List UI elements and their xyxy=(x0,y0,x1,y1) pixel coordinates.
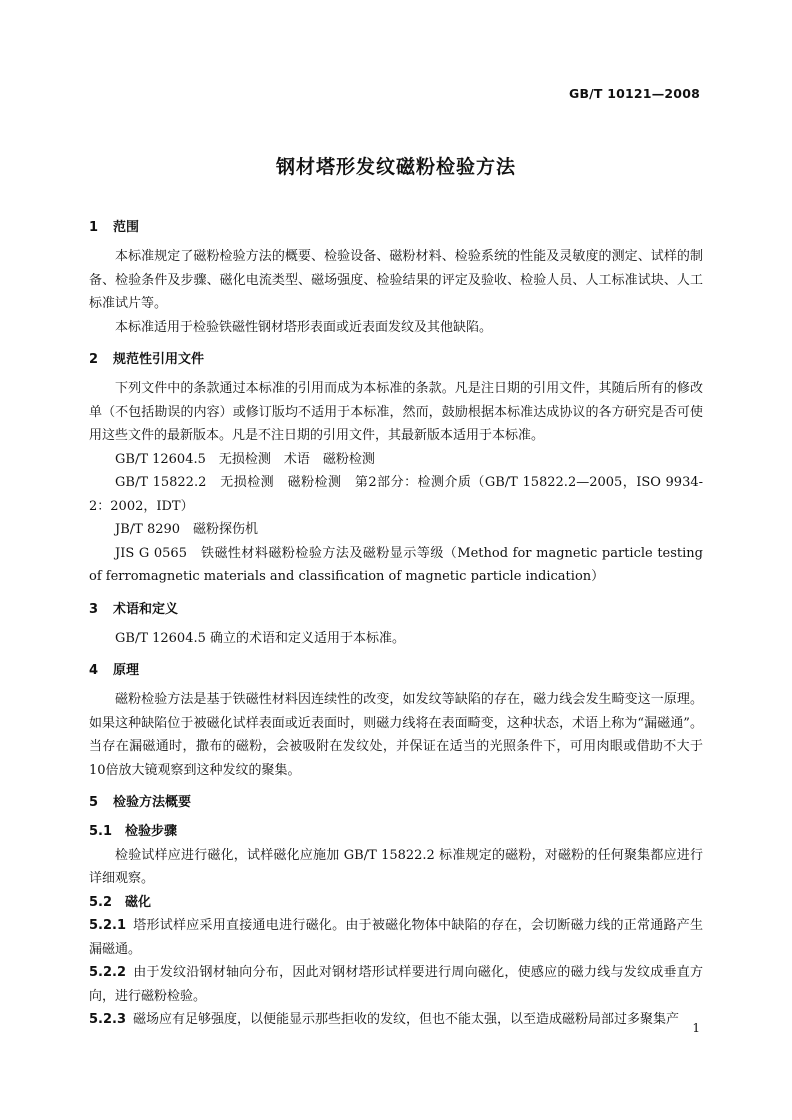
paragraph: 本标准规定了磁粉检验方法的概要、检验设备、磁粉材料、检验系统的性能及灵敏度的测定、试样的制备、检验条件及步骤、磁化电流类型、磁场强度、检验结果的评定及验收、检验人员、人工标准试块、人工标准试片等。 xyxy=(89,249,703,311)
section-heading: 2 规范性引用文件 xyxy=(89,352,205,367)
section-method-overview xyxy=(89,791,703,1032)
section-principle xyxy=(89,659,703,782)
reference-item: JB/T 8290 磁粉探伤机 xyxy=(115,522,259,537)
numbered-paragraph: 5.2.2 由于发纹沿钢材轴向分布，因此对钢材塔形试样要进行周向磁化，使感应的磁力线与发纹成垂直方向，进行磁粉检验。 xyxy=(89,965,703,1004)
reference-item: GB/T 15822.2 无损检测 磁粉检测 第2部分：检测介质（GB/T 15822.2—2005，ISO 9934-2：2002，IDT） xyxy=(89,475,703,514)
reference-item: GB/T 12604.5 无损检测 术语 磁粉检测 xyxy=(115,451,375,467)
paragraph: 本标准适用于检验铁磁性钢材塔形表面或近表面发纹及其他缺陷。 xyxy=(115,319,493,335)
paragraph: 下列文件中的条款通过本标准的引用而成为本标准的条款。凡是注日期的引用文件，其随后所有的修改单（不包括勘误的内容）或修订版均不适用于本标准，然而，鼓励根据本标准达成协议的各方研究是否可使用这些文件的最新版本。凡是不注日期的引用文件，其最新版本适用于本标准。 xyxy=(89,381,703,443)
section-heading: 4 原理 xyxy=(89,663,140,678)
page-number: 1 xyxy=(692,1021,700,1035)
document-title: 钢材塔形发纹磁粉检验方法 xyxy=(275,156,516,178)
section-heading: 1 范围 xyxy=(89,220,140,235)
reference-item: JIS G 0565 铁磁性材料磁粉检验方法及磁粉显示等级（Method for magnetic particle testing of ferromagnetic materials and classification of magnetic particle indication） xyxy=(89,545,703,584)
numbered-paragraph: 5.2.1 塔形试样应采用直接通电进行磁化。由于被磁化物体中缺陷的存在，会切断磁力线的正常通路产生漏磁通。 xyxy=(89,918,703,957)
document-body xyxy=(89,216,703,1041)
paragraph: GB/T 12604.5 确立的术语和定义适用于本标准。 xyxy=(115,630,406,646)
section-normative-references xyxy=(89,348,703,589)
section-heading: 3 术语和定义 xyxy=(89,601,179,617)
section-heading: 5 检验方法概要 xyxy=(89,795,192,810)
subsection-heading: 5.1 检验步骤 xyxy=(89,824,178,839)
subsection-heading: 5.2 磁化 xyxy=(89,894,152,910)
section-scope xyxy=(89,216,703,339)
section-terms xyxy=(89,598,703,651)
paragraph: 磁粉检验方法是基于铁磁性材料因连续性的改变，如发纹等缺陷的存在，磁力线会发生畸变这一原理。如果这种缺陷位于被磁化试样表面或近表面时，则磁力线将在表面畸变，这种状态，术语上称为“漏磁通”。当存在漏磁通时，撒布的磁粉，会被吸附在发纹处，并保证在适当的光照条件下，可用肉眼或借助不大于10倍放大镜观察到这种发纹的聚集。 xyxy=(89,692,703,778)
numbered-paragraph: 5.2.3 磁场应有足够强度，以便能显示那些拒收的发纹，但也不能太强，以至造成磁粉局部过多聚集产 xyxy=(89,1012,680,1027)
standard-code: GB/T 10121—2008 xyxy=(568,86,700,101)
paragraph: 检验试样应进行磁化，试样磁化应施加 GB/T 15822.2 标准规定的磁粉，对磁粉的任何聚集都应进行详细观察。 xyxy=(89,847,703,886)
